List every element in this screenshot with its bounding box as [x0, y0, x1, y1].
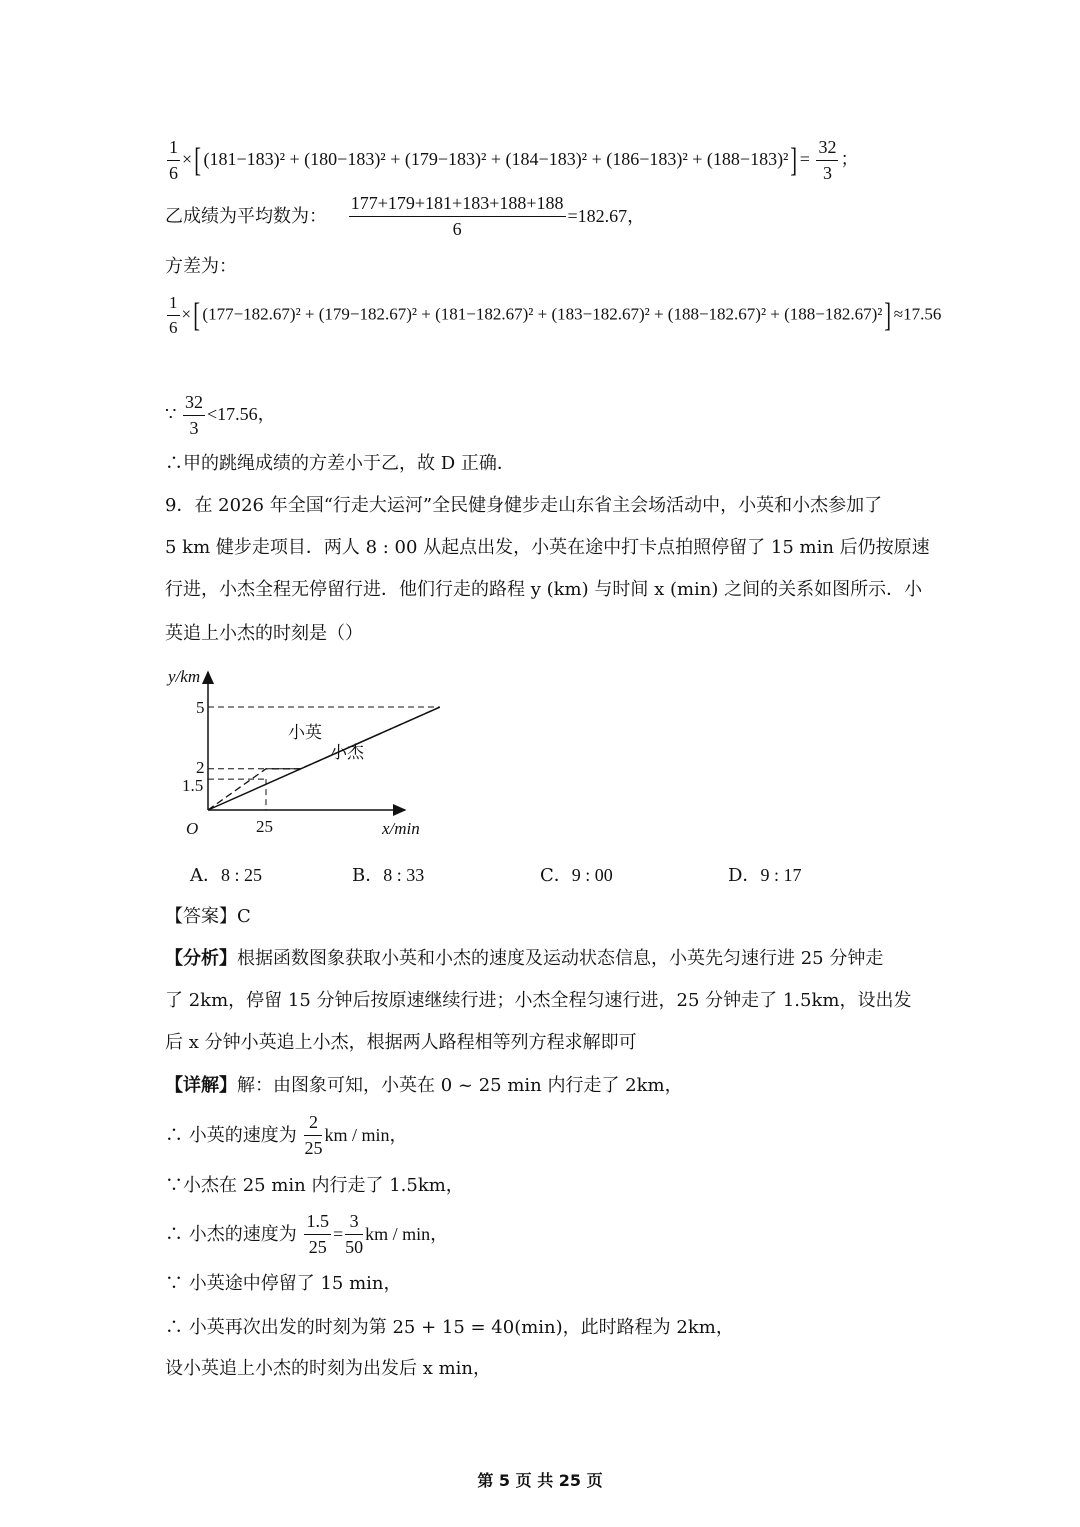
question9-line4: 英追上小杰的时刻是（） [165, 623, 363, 644]
question9-line3: 行进，小杰全程无停留行进．他们行走的路程 y (km) 与时间 x (min) 之间的关系如图所示．小 [165, 579, 923, 600]
y-tick-2: 2 [196, 757, 205, 777]
y-axis-label: y/km [168, 667, 201, 686]
jia-variance-line: $\frac{1}{6}$ ×[ (181−183)² + (180−183)² + (179−183)² + (184−183)² + (186−183)² + (188−183)²] = $\frac{32}{3}$ ； [169, 137, 859, 183]
detail-line7: 设小英追上小杰的时刻为出发后 x min， [165, 1358, 492, 1379]
distance-time-chart [160, 660, 440, 845]
yi-variance-line: $\frac{1}{6}$ ×[ (177−182.67)² + (179−182.67)² + (181−182.67)² + (183−182.67)² + (188−182.67)² + (188−182.67)²] ≈17.56 [169, 293, 942, 337]
option-b[interactable]: B．8 : 33 [352, 865, 425, 886]
page-footer: 第 5 页 共 25 页 [477, 1471, 603, 1490]
therefore-line: ∴甲的跳绳成绩的方差小于乙，故 D 正确． [165, 453, 515, 474]
one-sixth-fraction: $\frac{1}{6}$ [169, 137, 178, 183]
detail-line4: ∴ 小杰的速度为 $\frac{1.5}{25}$ = $\frac{3}{50}$ km / min， [165, 1211, 449, 1257]
question9-line1: 9．在 2026 年全国“行走大运河”全民健身健步走山东省主会场活动中，小英和小杰参加了 [165, 495, 883, 516]
series-label-xiaojie: 小杰 [330, 743, 364, 762]
detail-line1: 【详解】解：由图象可知，小英在 0 ~ 25 min 内行走了 2km， [165, 1075, 683, 1096]
detail-line2: ∴ 小英的速度为 $\frac{2}{25}$ km / min， [165, 1112, 408, 1158]
variance-label: 方差为： [165, 256, 237, 277]
detail-line5: ∵ 小英途中停留了 15 min， [165, 1273, 402, 1294]
because-fraction: $\frac{32}{3}$ [184, 392, 203, 438]
analysis-line1: 【分析】根据函数图象获取小英和小杰的速度及运动状态信息，小英先匀速行进 25 分钟走 [165, 948, 884, 969]
yi-mean-fraction: $\frac{177+179+181+183+188+188}{6}$ [350, 193, 564, 239]
x-tick-25: 25 [256, 817, 273, 836]
option-a[interactable]: A．8 : 25 [190, 865, 263, 886]
answer-line: 【答案】C [165, 906, 251, 927]
speed-fraction-1: $\frac{1.5}{25}$ [306, 1211, 329, 1257]
detail-line3: ∵小杰在 25 min 内行走了 1.5km， [165, 1175, 464, 1196]
y-tick-1-5: 1.5 [182, 776, 204, 796]
detail-line6: ∴ 小英再次出发的时刻为第 25 + 15 = 40(min)，此时路程为 2km， [165, 1317, 734, 1338]
speed-fraction-2: $\frac{3}{50}$ [345, 1211, 364, 1257]
series-label-xiaoying: 小英 [288, 723, 322, 742]
analysis-line3: 后 x 分钟小英追上小杰，根据两人路程相等列方程求解即可 [165, 1032, 637, 1053]
origin-label: O [186, 819, 199, 838]
question9-line2: 5 km 健步走项目．两人 8 : 00 从起点出发，小英在途中打卡点拍照停留了 15 min 后仍按原速 [165, 537, 930, 558]
option-d[interactable]: D．9 : 17 [728, 865, 802, 886]
speed-fraction: $\frac{2}{25}$ [304, 1112, 323, 1158]
y-tick-5: 5 [196, 698, 205, 717]
jia-variance-terms: (181−183)² + (180−183)² + (179−183)² + (184−183)² + (186−183)² + (188−183)² [203, 148, 789, 169]
yi-variance-terms: (177−182.67)² + (179−182.67)² + (181−182.67)² + (183−182.67)² + (188−182.67)² + (188−182.67)² [202, 304, 883, 324]
because-line: ∵ $\frac{32}{3}$ <17.56， [165, 392, 276, 438]
series-xiaojie-line [208, 707, 440, 810]
yi-mean-line: 乙成绩为平均数为： $\frac{177+179+181+183+188+188}{6}$ =182.67， [165, 193, 646, 239]
x-axis-label: x/min [382, 819, 420, 838]
analysis-line2: 了 2km，停留 15 分钟后按原速继续行进；小杰全程匀速行进，25 分钟走了 1.5km，设出发 [165, 990, 912, 1011]
one-sixth-fraction: $\frac{1}{6}$ [169, 293, 178, 337]
option-c[interactable]: C．9 : 00 [540, 865, 613, 886]
result-fraction: $\frac{32}{3}$ [818, 137, 837, 183]
